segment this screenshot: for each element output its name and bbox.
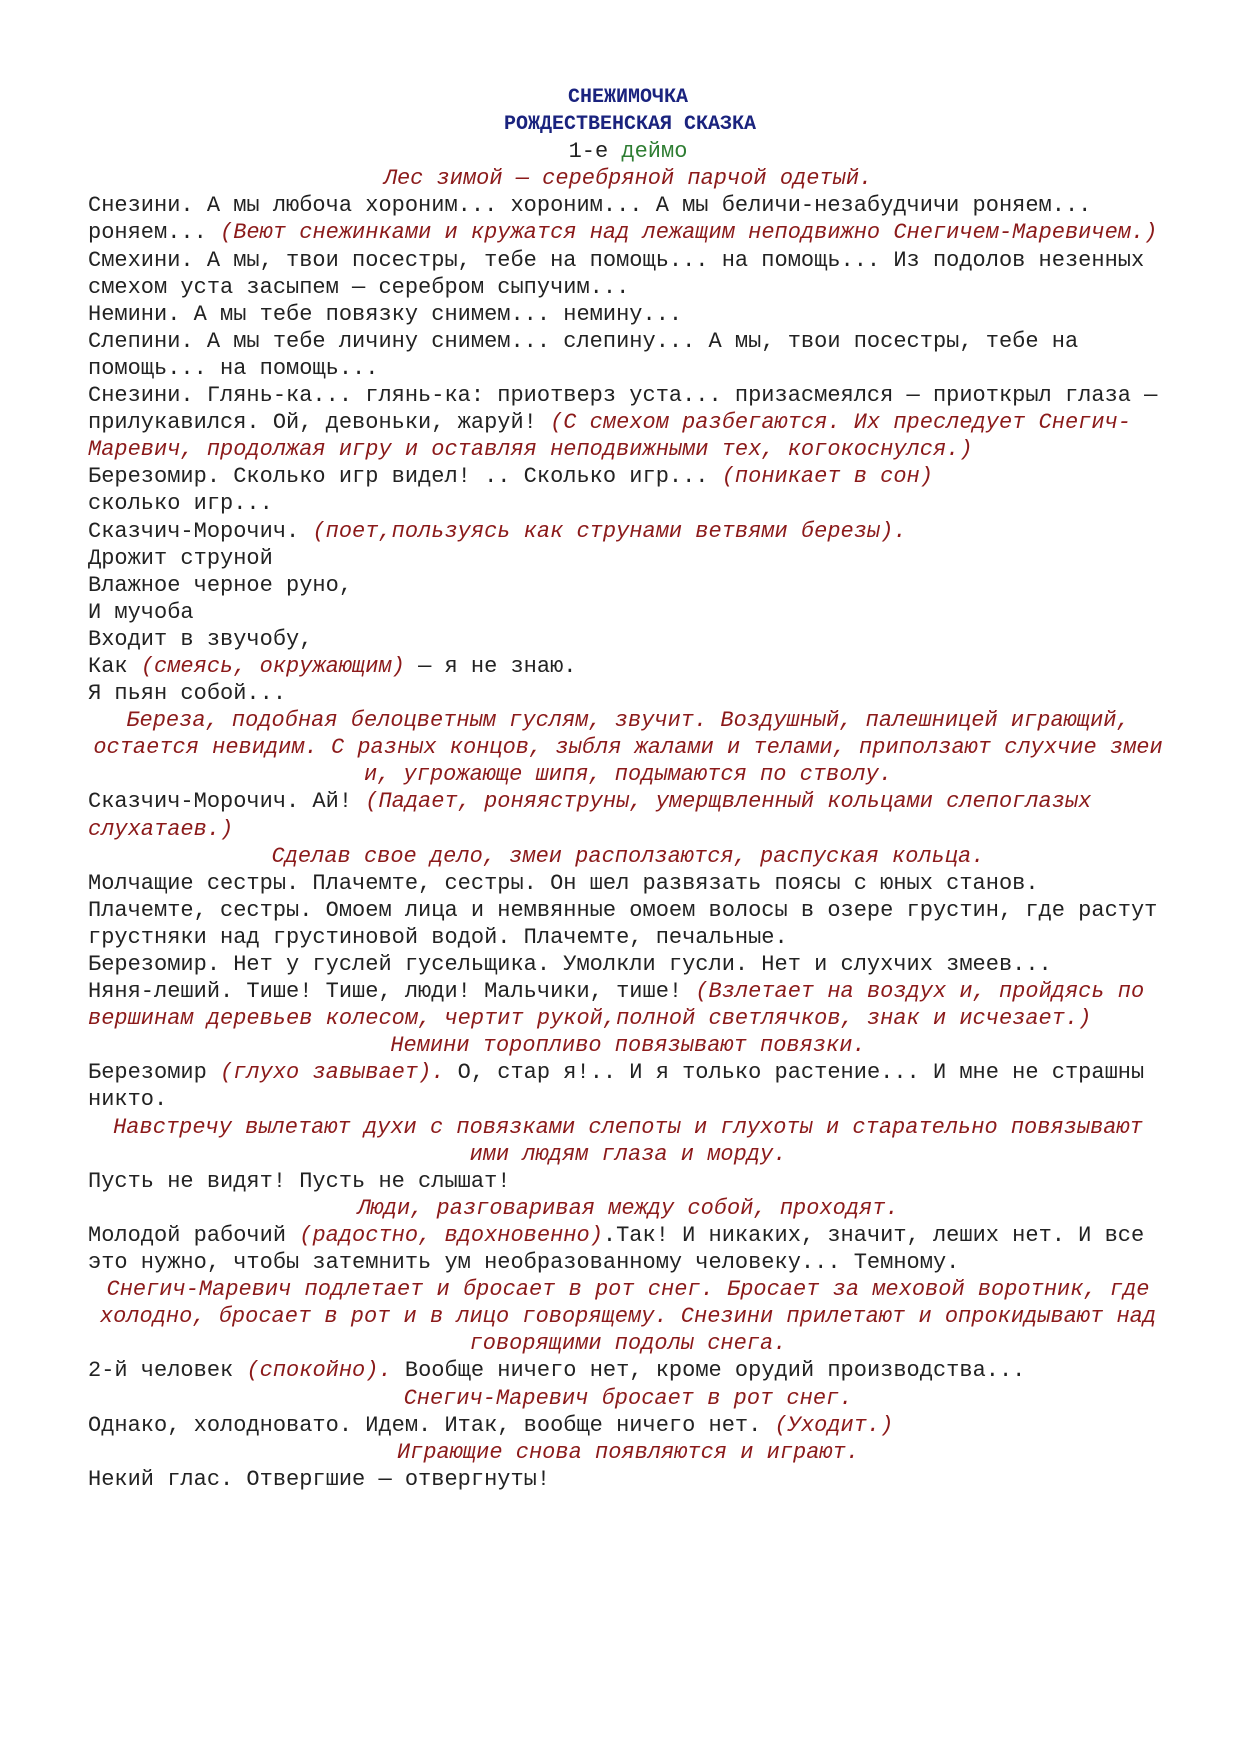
verse-line: Некий глас. Отвергшие — отвергнуты! bbox=[88, 1466, 551, 1492]
verse-line: И мучоба bbox=[88, 599, 194, 625]
speech-line: Молодой рабочий (радостно, вдохновенно).Так! И никаких, значит, леших нет. И все это нужно, чтобы затемнить ум необразованному человеку... Темному. bbox=[88, 1222, 1145, 1276]
verse-line: Входит в звучобу, bbox=[88, 626, 313, 652]
speech-line: Няня-леший. Тише! Тише, люди! Мальчики, тише! (Взлетает на воздух и, пройдясь по вершинам деревьев колесом, чертит рукой,полной светлячков, знак и исчезает.) bbox=[88, 979, 1145, 1032]
document-body bbox=[88, 84, 1168, 1493]
speech-line: Смехини. А мы, твои посестры, тебе на помощь... на помощь... Из подолов незенных смехом уста засыпем — серебром сыпучим... bbox=[88, 247, 1145, 300]
speech-line: Однако, холодновато. Идем. Итак, вообще ничего нет. (Уходит.) bbox=[88, 1412, 894, 1438]
speech-line: Березомир. Сколько игр видел! .. Сколько игр... (поникает в сон) сколько игр... bbox=[88, 464, 933, 517]
title-line-2 bbox=[88, 111, 1168, 138]
stage-direction: Навстречу вылетают духи с повязками слепоты и глухоты и старательно повязывают ими людям глаза и морду. bbox=[113, 1114, 1143, 1167]
stage-direction: Береза, подобная белоцветным гуслям, звучит. Воздушный, палешницей играющий, остается невидим. С разных концов, зыбля жалами и телами, приползают слухчие змеи и, угрожающе шипя, подымаются по стволу. bbox=[93, 708, 1163, 788]
speech-line: Снезини. Глянь-ка... глянь-ка: приотверз уста... призасмеялся — приоткрыл глаза — прилукавился. Ой, девоньки, жаруй! (С смехом разбегаются. Их преследует Снегич-Маревич, продолжая игру и оставляя неподвижными тех, когокоснулся.) bbox=[88, 383, 1158, 463]
verse-line: Дрожит струной bbox=[88, 545, 273, 571]
stage-direction: Играющие снова появляются и играют. bbox=[396, 1439, 860, 1465]
verse-line: Пусть не видят! Пусть не слышат! bbox=[88, 1168, 511, 1194]
stage-direction: Люди, разговаривая между собой, проходят. bbox=[357, 1195, 899, 1221]
doc-title: СНЕЖИМОЧКА bbox=[567, 86, 689, 109]
speech-line: Березомир (глухо завывает). О, стар я!.. И я только растение... И мне не страшны никто. bbox=[88, 1060, 1145, 1113]
act-word: деймо bbox=[621, 139, 688, 165]
speech-line: 2-й человек (спокойно). Вообще ничего нет, кроме орудий производства... bbox=[88, 1358, 1026, 1384]
stage-direction: Снегич-Маревич бросает в рот снег. bbox=[403, 1385, 853, 1411]
speech-line: Березомир. Нет у гуслей гусельщика. Умолкли гусли. Нет и слухчих змеев... bbox=[88, 952, 1052, 977]
stage-direction: Сделав свое дело, змеи расползаются, распуская кольца. bbox=[271, 843, 985, 869]
verse-line: Как (смеясь, окружающим) — я не знаю. bbox=[88, 653, 577, 679]
speech-line: Молчащие сестры. Плачемте, сестры. Он шел развязать поясы с юных станов. Плачемте, сестры. Омоем лица и немвянные омоем волосы в озере грустин, где растут грустняки над грустиновой водой. Плачемте, печальные. bbox=[88, 870, 1158, 950]
stage-direction: Немини торопливо повязывают повязки. bbox=[390, 1033, 866, 1059]
verse-line: Влажное черное руно, bbox=[88, 572, 353, 598]
speech-line: Слепини. А мы тебе личину снимем... слепину... А мы, твои посестры, тебе на помощь... на помощь... bbox=[88, 328, 1079, 381]
act-heading bbox=[88, 138, 1168, 165]
act-number: 1-е bbox=[568, 139, 609, 165]
stage-direction: Снегич-Маревич подлетает и бросает в рот снег. Бросает за меховой воротник, где холодно, бросает в рот и в лицо говорящему. Снезини прилетают и опрокидывают над говорящими подолы снега. bbox=[99, 1277, 1157, 1357]
doc-subtitle: РОЖДЕСТВЕНСКАЯ СКАЗКА bbox=[503, 113, 757, 137]
speech-line: Сказчич-Морочич. Ай! (Падает, роняяструны, умерщвленный кольцами слепоглазых слухатаев.) bbox=[88, 789, 1092, 842]
stage-direction: Лес зимой — серебряной парчой одетый. bbox=[383, 166, 873, 192]
verse-line: Я пьян собой... bbox=[88, 681, 287, 707]
speech-line: Снезини. А мы любоча хороним... хороним... А мы беличи-незабудчичи роняем... роняем... (Веют снежинками и кружатся над лежащим неподвижно Снегичем-Маревичем.) bbox=[88, 193, 1158, 246]
speech-line: Сказчич-Морочич. (поет,пользуясь как струнами ветвями березы). bbox=[88, 518, 907, 544]
title-line-1 bbox=[88, 84, 1168, 111]
speech-line: Немини. А мы тебе повязку снимем... немину... bbox=[88, 301, 683, 327]
